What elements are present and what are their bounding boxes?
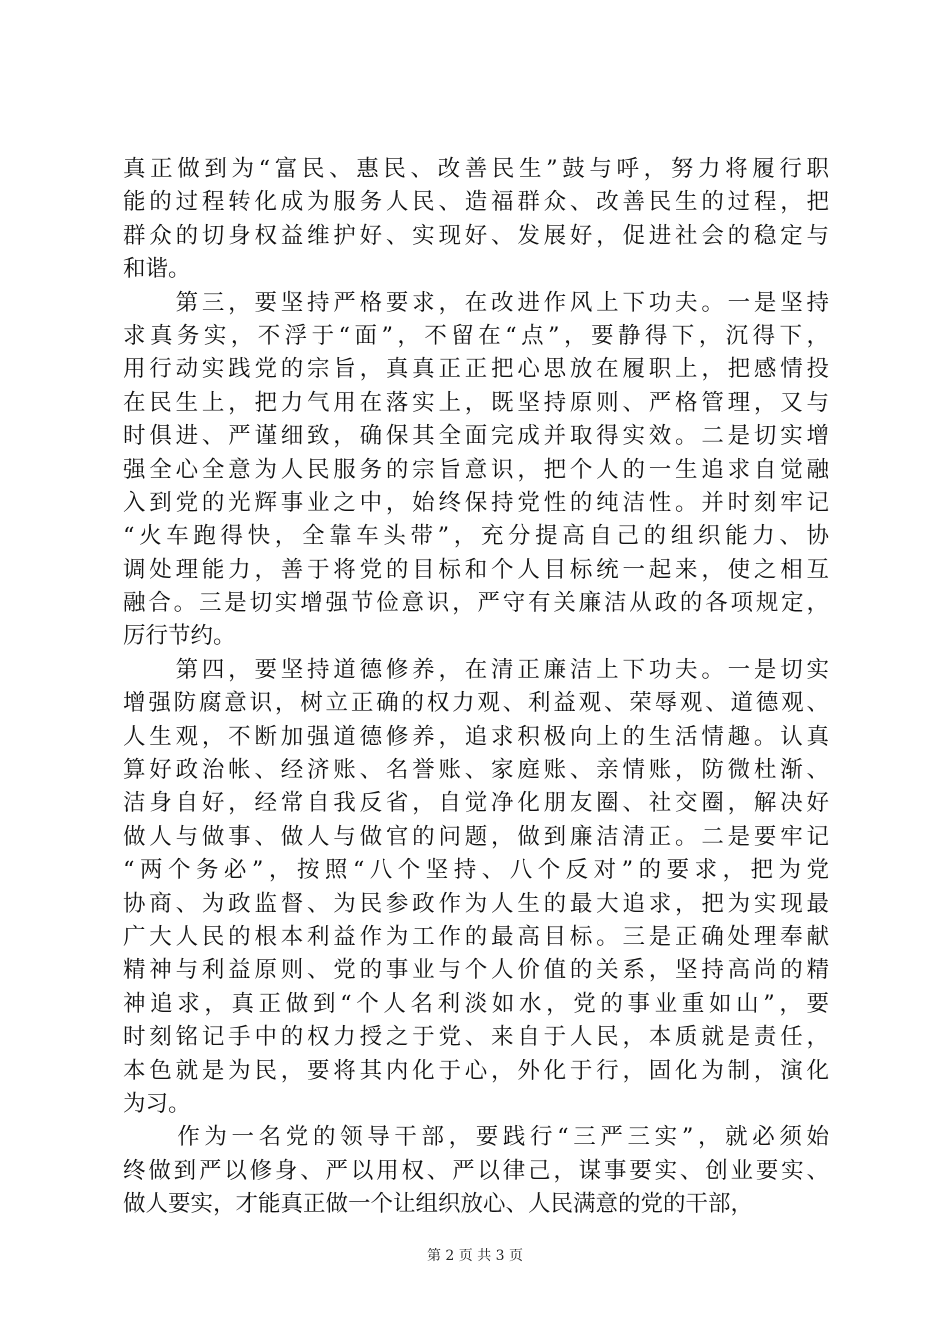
text-line: 人生观，不断加强道德修养，追求积极向上的生活情趣。认真 bbox=[123, 723, 829, 750]
text-line: 洁身自好，经常自我反省，自觉净化朋友圈、社交圈，解决好 bbox=[123, 790, 829, 817]
text-line: 能的过程转化成为服务人民、造福群众、改善民生的过程，把 bbox=[123, 189, 829, 216]
page-footer: 第 2 页 共 3 页 bbox=[426, 1248, 524, 1264]
text-line: 作为一名党的领导干部，要践行“三严三实”，就必须始 bbox=[123, 1124, 829, 1151]
text-line: 时俱进、严谨细致，确保其全面完成并取得实效。二是切实增 bbox=[123, 423, 829, 450]
text-line: 做人与做事、做人与做官的问题，做到廉洁清正。二是要牢记 bbox=[123, 823, 829, 850]
text-line: 广大人民的根本利益作为工作的最高目标。三是正确处理奉献 bbox=[123, 923, 829, 950]
text-line: 用行动实践党的宗旨，真真正正把心思放在履职上，把感情投 bbox=[123, 356, 829, 383]
paragraph-conclusion bbox=[123, 1121, 829, 1221]
text-line: 求真务实，不浮于“面”，不留在“点”，要静得下，沉得下， bbox=[123, 322, 829, 349]
text-line: 本色就是为民，要将其内化于心，外化于行，固化为制，演化 bbox=[123, 1057, 829, 1084]
text-line: 算好政治帐、经济账、名誉账、家庭账、亲情账，防微杜渐、 bbox=[123, 757, 829, 784]
text-line: 调处理能力，善于将党的目标和个人目标统一起来，使之相互 bbox=[123, 556, 829, 583]
text-line: 在民生上，把力气用在落实上，既坚持原则、严格管理，又与 bbox=[123, 389, 829, 416]
paragraph-fourth bbox=[123, 654, 829, 1121]
paragraph-continuation bbox=[123, 153, 829, 287]
text-line: 第三，要坚持严格要求，在改进作风上下功夫。一是坚持 bbox=[123, 289, 829, 316]
text-line: 融合。三是切实增强节俭意识，严守有关廉洁从政的各项规定， bbox=[123, 590, 829, 617]
text-line: 厉行节约。 bbox=[123, 623, 236, 650]
text-line: 为习。 bbox=[123, 1090, 191, 1117]
text-line: 增强防腐意识，树立正确的权力观、利益观、荣辱观、道德观、 bbox=[123, 690, 829, 717]
text-line: 精神与利益原则、党的事业与个人价值的关系，坚持高尚的精 bbox=[123, 957, 829, 984]
text-line: 强全心全意为人民服务的宗旨意识，把个人的一生追求自觉融 bbox=[123, 456, 829, 483]
paragraph-third bbox=[123, 287, 829, 654]
text-line: 入到党的光辉事业之中，始终保持党性的纯洁性。并时刻牢记 bbox=[123, 489, 829, 516]
text-line: 时刻铭记手中的权力授之于党、来自于人民，本质就是责任， bbox=[123, 1024, 829, 1051]
text-line: 神追求，真正做到“个人名利淡如水，党的事业重如山”，要 bbox=[123, 990, 829, 1017]
text-line: “火车跑得快，全靠车头带”，充分提高自己的组织能力、协 bbox=[123, 523, 829, 550]
text-line: 第四，要坚持道德修养，在清正廉洁上下功夫。一是切实 bbox=[123, 656, 829, 683]
text-line: “两个务必”，按照“八个坚持、八个反对”的要求，把为党 bbox=[123, 857, 829, 884]
text-line: 终做到严以修身、严以用权、严以律己，谋事要实、创业要实、 bbox=[123, 1157, 829, 1184]
text-line: 真正做到为“富民、惠民、改善民生”鼓与呼，努力将履行职 bbox=[123, 156, 829, 182]
text-line: 群众的切身权益维护好、实现好、发展好，促进社会的稳定与 bbox=[123, 222, 829, 249]
text-line: 和谐。 bbox=[123, 256, 191, 283]
text-line: 协商、为政监督、为民参政作为人生的最大追求，把为实现最 bbox=[123, 890, 829, 917]
text-line: 做人要实，才能真正做一个让组织放心、人民满意的党的干部， bbox=[123, 1191, 754, 1218]
document-body bbox=[123, 153, 829, 1222]
